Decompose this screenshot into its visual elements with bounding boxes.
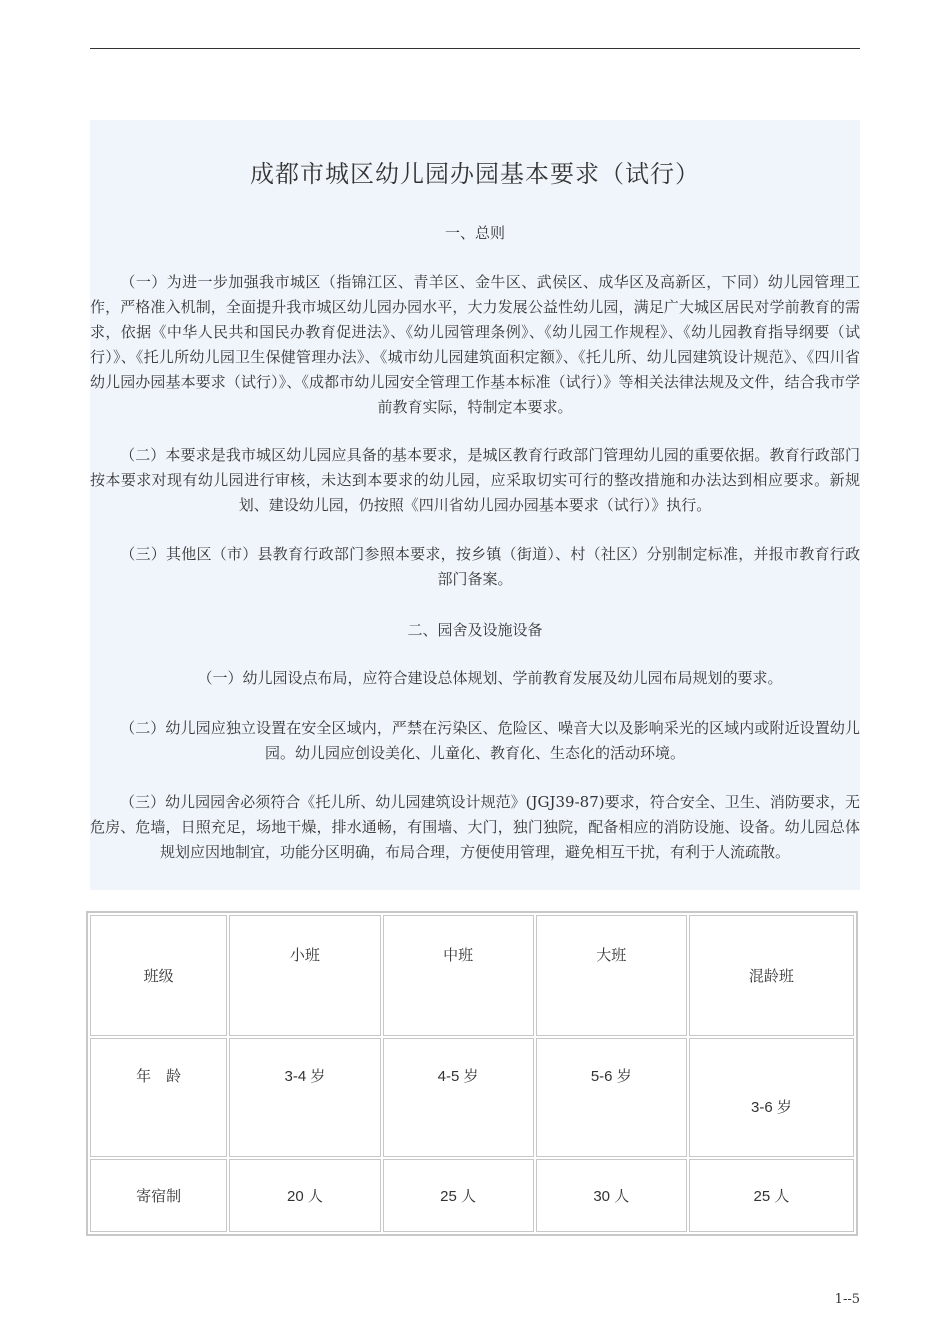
boarding-small-class: 20 人 xyxy=(229,1159,380,1232)
table-row-age xyxy=(90,1038,854,1157)
header-mixed-age-class: 混龄班 xyxy=(689,915,854,1036)
section-heading-facilities: 二、园舍及设施设备 xyxy=(407,621,543,639)
boarding-mixed-age-class: 25 人 xyxy=(689,1159,854,1232)
class-size-grid xyxy=(88,913,856,1234)
table-row-header xyxy=(90,915,854,1036)
paragraph-text: （二）幼儿园应独立设置在安全区域内，严禁在污染区、危险区、噪音大以及影响采光的区域内或附近设置幼儿园。幼儿园应创设美化、儿童化、教育化、生态化的活动环境。 xyxy=(120,719,860,762)
age-large-class: 5-6 岁 xyxy=(536,1038,687,1157)
paragraph-facilities-2 xyxy=(90,716,860,766)
page-number: 1--5 xyxy=(834,1292,860,1307)
header-middle-class: 中班 xyxy=(383,915,534,1036)
paragraph-text: （三）幼儿园园舍必须符合《托儿所、幼儿园建筑设计规范》(JGJ39-87)要求，符合安全、卫生、消防要求，无危房、危墙，日照充足，场地干燥，排水通畅，有围墙、大门，独门独院，配备相应的消防设施、设备。幼儿园总体规划应因地制宜，功能分区明确，布局合理，方便使用管理，避免相互干扰，有利于人流疏散。 xyxy=(90,793,860,861)
boarding-label: 寄宿制 xyxy=(90,1159,227,1232)
paragraph-text: （二）本要求是我市城区幼儿园应具备的基本要求，是城区教育行政部门管理幼儿园的重要依据。教育行政部门按本要求对现有幼儿园进行审核，未达到本要求的幼儿园，应采取切实可行的整改措施和办法达到相应要求。新规划、建设幼儿园，仍按照《四川省幼儿园办园基本要求（试行）》执行。 xyxy=(90,446,860,514)
paragraph-facilities-3 xyxy=(90,790,860,865)
paragraph-general-3 xyxy=(90,542,860,592)
section-heading-general: 一、总则 xyxy=(444,224,505,242)
paragraph-text: （一）为进一步加强我市城区（指锦江区、青羊区、金牛区、武侯区、成华区及高新区，下同）幼儿园管理工作，严格准入机制，全面提升我市城区幼儿园办园水平，大力发展公益性幼儿园，满足广大城区居民对学前教育的需求，依据《中华人民共和国民办教育促进法》、《幼儿园管理条例》、《幼儿园工作规程》、《幼儿园教育指导纲要（试行）》、《托儿所幼儿园卫生保健管理办法》、《城市幼儿园建筑面积定额》、《托儿所、幼儿园建筑设计规范》、《四川省幼儿园办园基本要求（试行）》、《成都市幼儿园安全管理工作基本标准（试行）》等相关法律法规及文件，结合我市学前教育实际，特制定本要求。 xyxy=(90,273,860,416)
document-title: 成都市城区幼儿园办园基本要求（试行） xyxy=(250,160,700,188)
document-body xyxy=(90,120,860,890)
paragraph-text: （一）幼儿园设点布局，应符合建设总体规划、学前教育发展及幼儿园布局规划的要求。 xyxy=(197,669,783,687)
age-mixed-age-class: 3-6 岁 xyxy=(689,1038,854,1157)
age-small-class: 3-4 岁 xyxy=(229,1038,380,1157)
class-size-table xyxy=(86,911,858,1236)
header-small-class: 小班 xyxy=(229,915,380,1036)
paragraph-general-1 xyxy=(90,270,860,420)
header-rule xyxy=(90,48,860,49)
header-large-class: 大班 xyxy=(536,915,687,1036)
boarding-large-class: 30 人 xyxy=(536,1159,687,1232)
paragraph-facilities-1 xyxy=(90,666,860,691)
table-row-boarding xyxy=(90,1159,854,1232)
age-middle-class: 4-5 岁 xyxy=(383,1038,534,1157)
paragraph-text: （三）其他区（市）县教育行政部门参照本要求，按乡镇（街道）、村（社区）分别制定标准，并报市教育行政部门备案。 xyxy=(120,545,860,588)
age-label: 年 龄 xyxy=(90,1038,227,1157)
header-class-label: 班级 xyxy=(90,915,227,1036)
boarding-middle-class: 25 人 xyxy=(383,1159,534,1232)
paragraph-general-2 xyxy=(90,443,860,518)
